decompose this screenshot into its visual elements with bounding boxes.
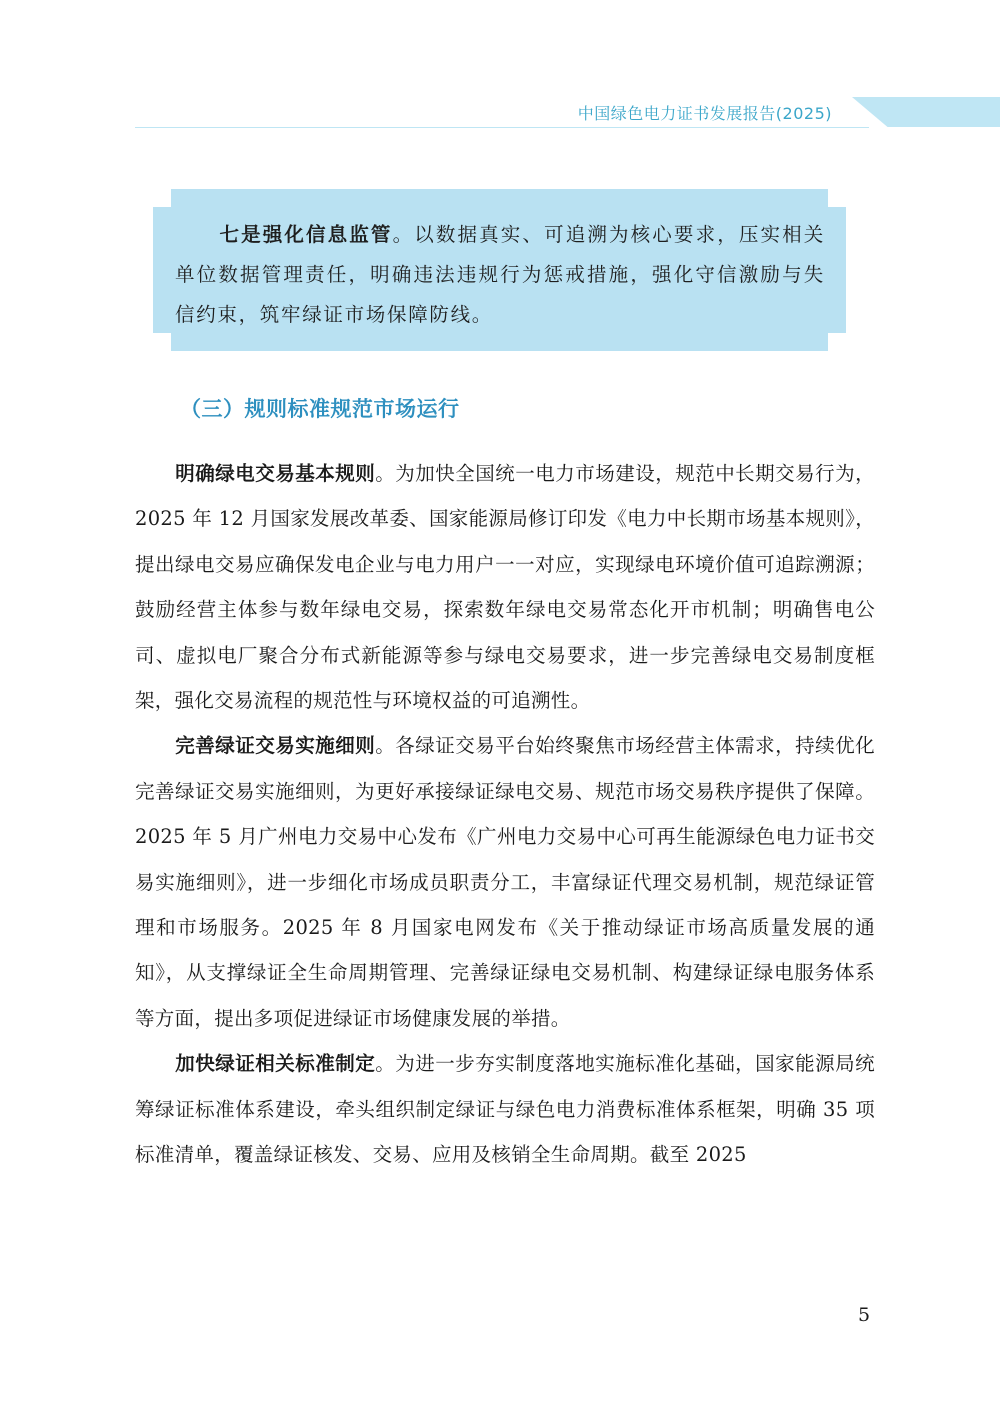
paragraph-lead: 明确绿电交易基本规则 xyxy=(175,462,376,485)
callout-body: 。以数据真实、可追溯为核心要求，压实相关单位数据管理责任，明确违法违规行为惩戒措施，强化守信激励与失信约束，筑牢绿证市场保障防线。 xyxy=(175,223,825,326)
paragraph-body: 。为进一步夯实制度落地实施标准化基础，国家能源局统筹绿证标准体系建设，牵头组织制定绿证与绿色电力消费标准体系框架，明确 35 项标准清单，覆盖绿证核发、交易、应用及核销全生命周期。截至 2025 xyxy=(135,1052,875,1167)
paragraph-body: 。为加快全国统一电力市场建设，规范中长期交易行为，2025 年 12 月国家发展改革委、国家能源局修订印发《电力中长期市场基本规则》，提出绿电交易应确保发电企业与电力用户一一对应，实现绿电环境价值可追踪溯源；鼓励经营主体参与数年绿电交易，探索数年绿电交易常态化开市机制；明确售电公司、虚拟电厂聚合分布式新能源等参与绿电交易要求，进一步完善绿电交易制度框架，强化交易流程的规范性与环境权益的可追溯性。 xyxy=(135,462,875,713)
section-heading: （三）规则标准规范市场运行 xyxy=(180,397,460,421)
paragraph-lead: 加快绿证相关标准制定 xyxy=(175,1052,376,1076)
paragraph-lead: 完善绿证交易实施细则 xyxy=(175,734,376,758)
paragraph-certificate-trading-rules xyxy=(135,723,875,1041)
callout-lead: 七是强化信息监管 xyxy=(219,223,393,246)
page-number: 5 xyxy=(858,1304,871,1326)
body-text xyxy=(135,451,875,1178)
callout-paragraph xyxy=(175,215,825,335)
header-accent-bar xyxy=(852,97,1000,127)
running-header-title: 中国绿色电力证书发展报告(2025) xyxy=(577,104,832,123)
paragraph-green-power-rules xyxy=(135,451,875,723)
header-divider xyxy=(135,127,869,128)
paragraph-standards xyxy=(135,1041,875,1177)
paragraph-body: 。各绿证交易平台始终聚焦市场经营主体需求，持续优化完善绿证交易实施细则，为更好承接绿证绿电交易、规范市场交易秩序提供了保障。2025 年 5 月广州电力交易中心发布《广州电力交易中心可再生能源绿色电力证书交易实施细则》，进一步细化市场成员职责分工，丰富绿证代理交易机制，规范绿证管理和市场服务。2025 年 8 月国家电网发布《关于推动绿证市场高质量发展的通知》，从支撑绿证全生命周期管理、完善绿证绿电交易机制、构建绿证绿电服务体系等方面，提出多项促进绿证市场健康发展的举措。 xyxy=(135,734,875,1030)
